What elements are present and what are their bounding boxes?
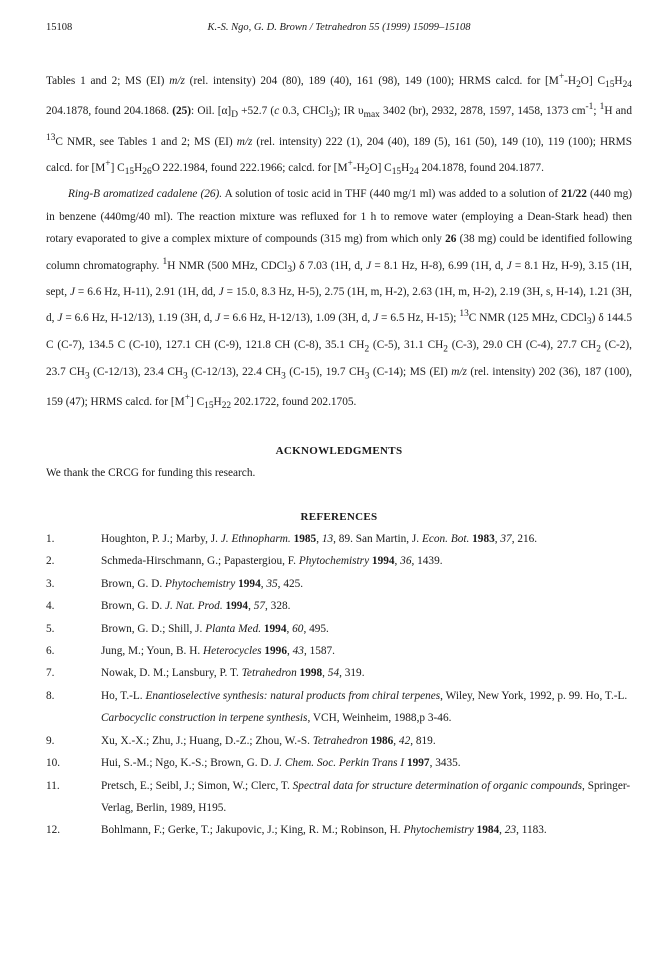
references-heading: REFERENCES	[300, 511, 378, 524]
reference-item: 6. Jung, M.; Youn, B. H. Heterocycles 1996, 43, 1587.	[46, 645, 336, 658]
reference-list	[46, 528, 632, 842]
reference-item: 11. Pretsch, E.; Seibl, J.; Simon, W.; Clerc, T. Spectral data for structure determination of organic compounds, Springer-Verlag, Berlin, 1989, H195.	[46, 779, 631, 814]
reference-item: 7. Nowak, D. M.; Lansbury, P. T. Tetrahedron 1998, 54, 319.	[46, 667, 365, 680]
body-text	[46, 66, 632, 842]
reference-item: 3. Brown, G. D. Phytochemistry 1994, 35, 425.	[46, 577, 304, 590]
compound-25-label: (25)	[172, 105, 192, 118]
acknowledgments-heading: ACKNOWLEDGMENTS	[275, 444, 403, 457]
reference-item: 4. Brown, G. D. J. Nat. Prod. 1994, 57, 328.	[46, 600, 291, 613]
running-title: K.-S. Ngo, G. D. Brown / Tetrahedron 55 (1999) 15099–15108	[207, 22, 471, 33]
compound-26-title: Ring-B aromatized cadalene (26).	[68, 188, 223, 201]
reference-item: 12. Bohlmann, F.; Gerke, T.; Jakupovic, J.; King, R. M.; Robinson, H. Phytochemistry 1984, 23, 1183.	[46, 824, 547, 837]
experimental-paragraph-25: Tables 1 and 2; MS (EI) m/z (rel. intensity) 204 (80), 189 (40), 161 (98), 149 (100); HRMS calcd. for $[M^+-H_2O]$ $C_{15}H_{24}$ 204.1878, found 204.1868. (25): Oil. $[\alpha]_D +52.7$ (c 0.3, CHCl$_3$); IR $\upsilon_{max}$ 3402 (br), 2932, 2878, 1597, 1458, 1373 $cm^{-1}$; $^1$H and $^{13}$C NMR, see Tables 1 and 2; MS (EI) m/z (rel. intensity) 222 (1), 204 (40), 189 (5), 161 (50), 149 (10), 119 (100); HRMS calcd. for [M+] $C_{15}H_{26}O$ 222.1984, found 222.1966; calcd. for $[M^+-H_2O]$ $C_{15}H_{24}$ 204.1878, found 204.1877.	[46, 72, 632, 178]
experimental-paragraph-26: Ring-B aromatized cadalene (26). A solution of tosic acid in THF (440 mg/1 ml) was added to a solution of 21/22 (440 mg) in benzene (440mg/40 ml). The reaction mixture was refluxed for 1 h to remove water (employing a Dean-Stark head) then rotary evaporated to give a complex mixture of compounds (315 mg) from which only 26 (38 mg) could be identified following column chromatography. $^1$H NMR (500 MHz, CDCl$_3$) δ 7.03 (1H, d, J = 8.1 Hz, H-8), 6.99 (1H, d, J = 8.1 Hz, H-9), 3.15 (1H, sept, J = 6.6 Hz, H-11), 2.91 (1H, dd, J = 15.0, 8.3 Hz, H-5), 2.75 (1H, m, H-2), 2.63 (1H, m, H-2), 2.19 (3H, s, H-14), 1.21 (3H, d, J = 6.6 Hz, H-12/13), 1.19 (3H, d, J = 6.6 Hz, H-12/13), 1.09 (3H, d, J = 6.5 Hz, H-15); $^{13}$C NMR (125 MHz, CDCl$_3$) δ 144.5 C (C-7), 134.5 C (C-10), 127.1 CH (C-9), 121.8 CH (C-8), 35.1 $CH_2$ (C-5), 31.1 $CH_2$ (C-3), 29.0 CH (C-4), 27.7 $CH_2$ (C-2), 23.7 $CH_3$ (C-12/13), 23.4 $CH_3$ (C-12/13), 22.4 $CH_3$ (C-15), 19.7 $CH_3$ (C-14); MS (EI) m/z (rel. intensity) 202 (36), 187 (100), 159 (47); HRMS calcd. for [M+] $C_{15}H_{22}$ 202.1722, found 202.1705.	[46, 188, 633, 412]
page-number: 15108	[46, 22, 73, 33]
reference-item: 2. Schmeda-Hirschmann, G.; Papastergiou, F. Phytochemistry 1994, 36, 1439.	[46, 555, 443, 568]
reference-item: 10. Hui, S.-M.; Ngo, K.-S.; Brown, G. D. J. Chem. Soc. Perkin Trans I 1997, 3435.	[46, 757, 461, 770]
reference-item: 5. Brown, G. D.; Shill, J. Planta Med. 1994, 60, 495.	[46, 622, 329, 635]
running-head	[46, 22, 632, 38]
reference-item: 1. Houghton, P. J.; Marby, J. J. Ethnopharm. 1985, 13, 89. San Martin, J. Econ. Bot. 1983, 37, 216.	[46, 533, 538, 546]
reference-item: 9. Xu, X.-X.; Zhu, J.; Huang, D.-Z.; Zhou, W.-S. Tetrahedron 1986, 42, 819.	[46, 734, 436, 747]
reference-item: 8. Ho, T.-L. Enantioselective synthesis: natural products from chiral terpenes, Wiley, New York, 1992, p. 99. Ho, T.-L. Carbocyclic construction in terpene synthesis, VCH, Weinheim, 1988,p 3-46.	[46, 689, 628, 725]
acknowledgments-text: We thank the CRCG for funding this research.	[46, 466, 256, 479]
